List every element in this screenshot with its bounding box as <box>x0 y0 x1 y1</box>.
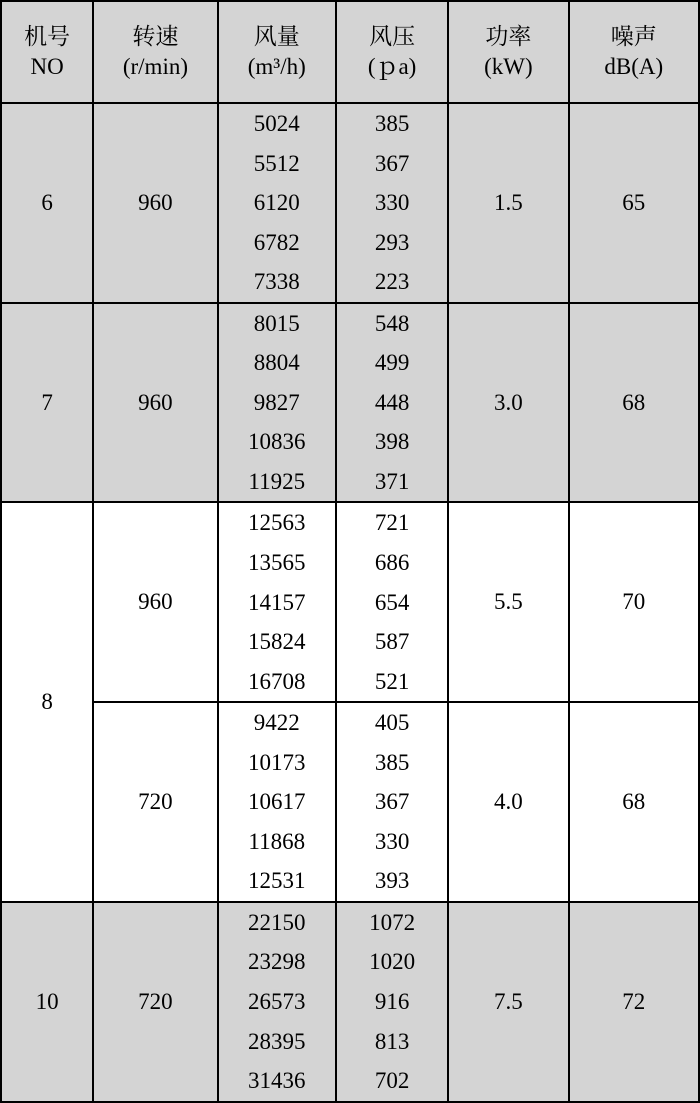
cell-airflow-list <box>218 303 336 503</box>
pressure-value: 405 <box>374 710 410 736</box>
header-cell-no <box>1 1 93 103</box>
airflow-value: 12531 <box>248 868 306 894</box>
cell-pressure-list <box>336 502 448 702</box>
cell-rpm: 960 <box>93 103 217 303</box>
cell-noise: 72 <box>569 902 699 1102</box>
table-row <box>1 103 699 303</box>
airflow-value: 16708 <box>248 668 306 694</box>
airflow-value: 31436 <box>248 1068 306 1094</box>
airflow-value: 28395 <box>248 1028 306 1054</box>
pressure-value: 385 <box>374 111 410 136</box>
cell-pressure-list <box>336 103 448 303</box>
header-no-line1: 机号 <box>24 23 71 49</box>
airflow-value: 6120 <box>253 190 300 216</box>
airflow-value: 8804 <box>253 350 300 376</box>
header-power-line1: 功率 <box>485 23 532 49</box>
table-body <box>1 103 699 1102</box>
header-noise-line1: 噪声 <box>610 23 657 49</box>
cell-airflow-list <box>218 103 336 303</box>
header-cell-noise <box>569 1 699 103</box>
header-rpm-line2: (r/min) <box>122 54 188 79</box>
airflow-value: 11868 <box>248 828 306 854</box>
header-pressure-line1: 风压 <box>369 23 416 49</box>
table-row <box>1 702 699 902</box>
airflow-value: 5024 <box>253 111 300 136</box>
airflow-value: 11925 <box>248 468 306 494</box>
airflow-value: 13565 <box>248 550 306 576</box>
cell-machine-no: 10 <box>1 902 93 1102</box>
cell-power: 3.0 <box>448 303 568 503</box>
airflow-value: 9422 <box>253 710 300 736</box>
table-row <box>1 303 699 503</box>
airflow-value: 12563 <box>248 510 306 536</box>
airflow-value: 23298 <box>248 949 306 975</box>
pressure-value: 448 <box>374 389 410 415</box>
header-power-line2: (kW) <box>484 54 533 79</box>
pressure-value: 393 <box>374 868 410 894</box>
cell-noise: 68 <box>569 702 699 902</box>
cell-rpm: 720 <box>93 702 217 902</box>
cell-rpm: 960 <box>93 502 217 702</box>
cell-noise: 70 <box>569 502 699 702</box>
header-noise-line2: dB(A) <box>604 54 664 79</box>
pressure-value: 916 <box>374 989 410 1015</box>
airflow-value: 7338 <box>253 269 300 295</box>
cell-power: 1.5 <box>448 103 568 303</box>
cell-rpm: 720 <box>93 902 217 1102</box>
header-cell-rpm <box>93 1 217 103</box>
cell-airflow-list <box>218 702 336 902</box>
table-row <box>1 902 699 1102</box>
airflow-value: 5512 <box>253 150 300 176</box>
header-cell-flow <box>218 1 336 103</box>
airflow-value: 9827 <box>253 389 300 415</box>
cell-rpm: 960 <box>93 303 217 503</box>
header-flow-line1: 风量 <box>253 23 300 49</box>
pressure-value: 521 <box>374 668 410 694</box>
pressure-value: 813 <box>374 1028 410 1054</box>
cell-pressure-list <box>336 702 448 902</box>
cell-power: 4.0 <box>448 702 568 902</box>
pressure-value: 385 <box>374 749 410 775</box>
pressure-value: 686 <box>374 550 410 576</box>
cell-power: 7.5 <box>448 902 568 1102</box>
table-header <box>1 1 699 103</box>
pressure-value: 371 <box>374 468 410 494</box>
pressure-value: 654 <box>374 589 410 615</box>
pressure-value: 367 <box>374 150 410 176</box>
airflow-value: 8015 <box>253 310 300 336</box>
pressure-value: 587 <box>374 629 410 655</box>
header-cell-power <box>448 1 568 103</box>
airflow-value: 10836 <box>248 429 306 455</box>
pressure-value: 1072 <box>369 909 416 935</box>
header-cell-pressure <box>336 1 448 103</box>
cell-pressure-list <box>336 303 448 503</box>
pressure-value: 398 <box>374 429 410 455</box>
pressure-value: 548 <box>374 310 410 336</box>
airflow-value: 10617 <box>248 789 306 815</box>
header-row <box>1 1 699 103</box>
cell-airflow-list <box>218 902 336 1102</box>
header-no-line2: NO <box>30 54 64 79</box>
airflow-value: 22150 <box>248 909 306 935</box>
header-pressure-line2: (ｐa) <box>367 54 417 79</box>
airflow-value: 14157 <box>248 589 306 615</box>
cell-pressure-list <box>336 902 448 1102</box>
table-row <box>1 502 699 702</box>
header-flow-line2: (m³/h) <box>247 54 306 79</box>
pressure-value: 1020 <box>369 949 416 975</box>
pressure-value: 367 <box>374 789 410 815</box>
cell-machine-no: 7 <box>1 303 93 503</box>
header-rpm-line1: 转速 <box>132 23 179 49</box>
cell-machine-no: 8 <box>1 502 93 901</box>
airflow-value: 26573 <box>248 989 306 1015</box>
pressure-value: 330 <box>374 828 410 854</box>
airflow-value: 10173 <box>248 749 306 775</box>
pressure-value: 293 <box>374 229 410 255</box>
cell-noise: 65 <box>569 103 699 303</box>
pressure-value: 702 <box>374 1068 410 1094</box>
pressure-value: 223 <box>374 269 410 295</box>
cell-machine-no: 6 <box>1 103 93 303</box>
pressure-value: 330 <box>374 190 410 216</box>
pressure-value: 721 <box>374 510 410 536</box>
pressure-value: 499 <box>374 350 410 376</box>
cell-power: 5.5 <box>448 502 568 702</box>
airflow-value: 15824 <box>248 629 306 655</box>
cell-airflow-list <box>218 502 336 702</box>
cell-noise: 68 <box>569 303 699 503</box>
airflow-value: 6782 <box>253 229 300 255</box>
